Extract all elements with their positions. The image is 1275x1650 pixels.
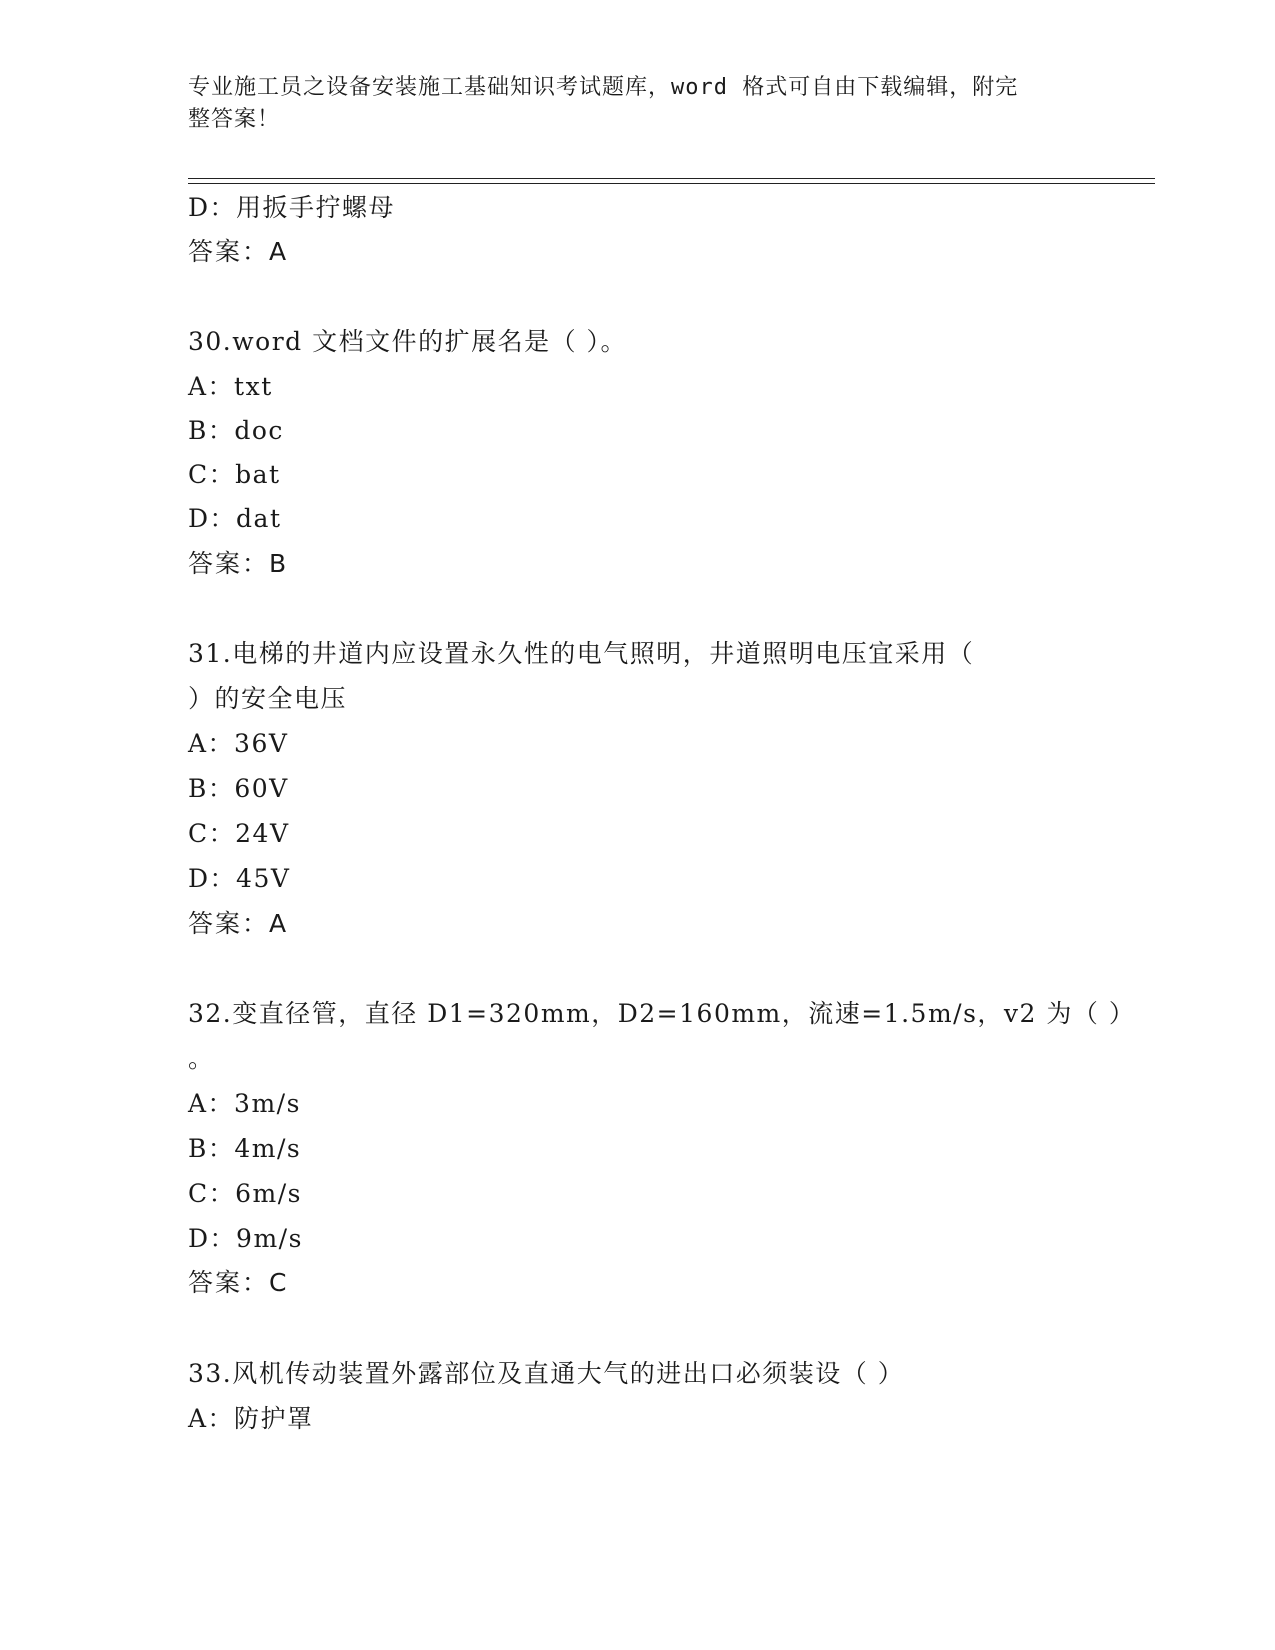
option-b-q30: B：doc [188,416,284,445]
option-a-q33: A：防护罩 [188,1404,314,1433]
question-30: 30.word 文档文件的扩展名是（ ）。 [188,327,628,356]
option-b-q32: B：4m/s [188,1134,302,1163]
question-31-line-1: 31.电梯的井道内应设置永久性的电气照明，井道照明电压宜采用（ [188,639,975,668]
header-divider-top [188,178,1155,179]
option-d-q29: D：用扳手拧螺母 [188,193,396,222]
header-divider-bottom [188,183,1155,184]
header-line-2: 整答案！ [188,107,281,132]
option-b-q31: B：60V [188,774,289,803]
option-c-q30: C：bat [188,460,281,489]
option-d-q30: D：dat [188,504,282,533]
option-d-q32: D：9m/s [188,1224,303,1253]
option-a-q30: A：txt [188,372,273,401]
question-32-line-1: 32.变直径管，直径 D1=320mm，D2=160mm，流速=1.5m/s，v2 为（ ） [188,999,1136,1028]
document-header [188,72,1068,136]
option-d-q31: D：45V [188,864,291,893]
question-32-line-2: 。 [188,1044,215,1073]
answer-q30: 答案：B [188,549,289,578]
option-a-q31: A：36V [188,729,289,758]
option-c-q32: C：6m/s [188,1179,302,1208]
answer-q29: 答案：A [188,237,289,266]
option-a-q32: A：3m/s [188,1089,301,1118]
question-31-line-2: ）的安全电压 [188,684,348,713]
option-c-q31: C：24V [188,819,290,848]
header-line-1: 专业施工员之设备安装施工基础知识考试题库，word 格式可自由下载编辑，附完 [188,75,1019,100]
question-33: 33.风机传动装置外露部位及直通大气的进出口必须装设（ ） [188,1359,905,1388]
answer-q32: 答案：C [188,1268,289,1297]
answer-q31: 答案：A [188,909,289,938]
